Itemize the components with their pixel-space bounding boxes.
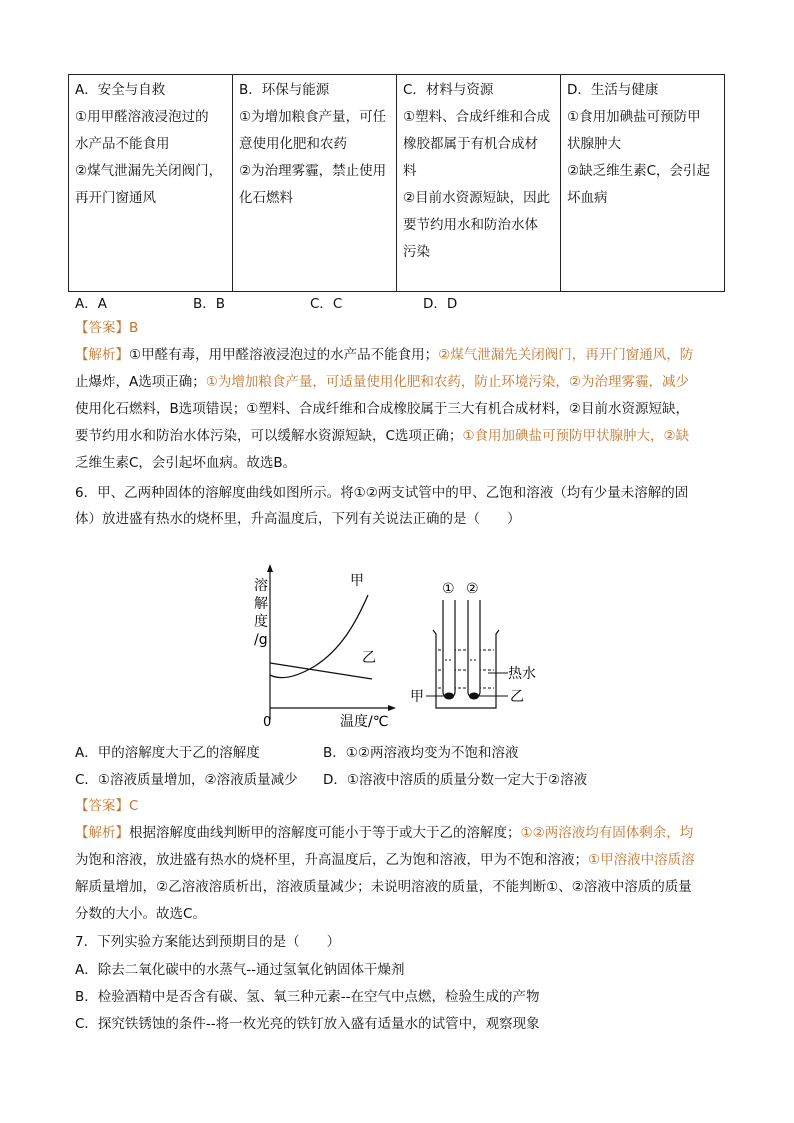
- origin-label: 0: [263, 715, 272, 730]
- q5-choice-b[interactable]: B．B: [193, 296, 226, 312]
- q7-option-c[interactable]: C．探究铁锈蚀的条件--将一枚光亮的铁钉放入盛有适量水的试管中，观察现象: [75, 1016, 540, 1032]
- q5-answer: 【答案】B: [75, 320, 139, 336]
- q6-analysis-line: 解质量增加，②乙溶液溶质析出，溶液质量减少；未说明溶液的质量，不能判断①、②溶液中溶质的质量: [75, 879, 692, 895]
- ylabel-char: 溶: [254, 578, 268, 594]
- q5-analysis-line: 止爆炸，A选项正确；①为增加粮食产量，可适量使用化肥和农药，防止环境污染，②为治理雾霾，减少: [75, 374, 689, 390]
- y-axis-arrow: [267, 564, 273, 572]
- tube1-label: ①: [442, 581, 455, 597]
- q6-choice-b[interactable]: B．①②两溶液均变为不饱和溶液: [323, 745, 519, 761]
- q5-cell-d: D．生活与健康 ①食用加碘盐可预防甲 状腺肿大 ②缺乏维生素C，会引起 坏血病: [561, 75, 725, 292]
- q5-cell-a: A．安全与自救 ①用甲醛溶液浸泡过的 水产品不能食用 ②煤气泄漏先关闭阀门， 再开门窗通风: [69, 75, 233, 292]
- q6-choice-d[interactable]: D．①溶液中溶质的质量分数一定大于②溶液: [323, 772, 588, 788]
- curve-yi: [270, 663, 372, 679]
- tube2-label: ②: [466, 581, 479, 597]
- q5-analysis-line: 要节约用水和防治水体污染，可以缓解水资源短缺，C选项正确；①食用加碘盐可预防甲状腺肿大，②缺: [75, 428, 690, 444]
- q5-choice-a[interactable]: A．A: [75, 296, 107, 312]
- q5-choice-c[interactable]: C．C: [310, 296, 343, 312]
- tube1-solid: [444, 693, 454, 700]
- q6-choice-c[interactable]: C．①溶液质量增加，②溶液质量减少: [75, 772, 298, 788]
- q7-stem: 7．下列实验方案能达到预期目的是（ ）: [75, 934, 341, 950]
- tube2-solid: [469, 693, 479, 700]
- q6-answer: 【答案】C: [75, 798, 139, 814]
- curve-yi-label: 乙: [362, 650, 376, 666]
- q5-cell-c: C．材料与资源 ①塑料、合成纤维和合成 橡胶都属于有机合成材 料 ②目前水资源短缺，因此 要节约用水和防治水体 污染: [397, 75, 561, 292]
- q5-analysis-line: 乏维生素C，会引起坏血病。故选B。: [75, 455, 297, 471]
- x-axis-arrow: [388, 705, 396, 711]
- q5-analysis-line: 【解析】①甲醛有毒，用甲醛溶液浸泡过的水产品不能食用；②煤气泄漏先关闭阀门，再开门窗通风，防: [75, 347, 694, 363]
- curve-jia-label: 甲: [350, 573, 364, 589]
- q7-option-b[interactable]: B．检验酒精中是否含有碳、氢、氧三种元素--在空气中点燃，检验生成的产物: [75, 989, 540, 1005]
- q5-choice-d[interactable]: D．D: [423, 296, 458, 312]
- q6-analysis-line: 【解析】根据溶解度曲线判断甲的溶解度可能小于等于或大于乙的溶解度；①②两溶液均有固体剩余，均: [75, 825, 694, 841]
- q5-analysis-line: 使用化石燃料，B选项错误；①塑料、合成纤维和合成橡胶属于三大有机合成材料，②目前水资源短缺，: [75, 401, 689, 417]
- q6-analysis-line: 分数的大小。故选C。: [75, 906, 206, 922]
- q7-option-a[interactable]: A．除去二氧化碳中的水蒸气--通过氢氧化钠固体干燥剂: [75, 962, 405, 978]
- yi-label: 乙: [510, 689, 524, 705]
- ylabel-char: 解: [254, 596, 268, 612]
- xlabel: 温度/℃: [340, 714, 389, 730]
- ylabel-char: /g: [254, 632, 268, 648]
- tube-1: [443, 600, 455, 698]
- q6-analysis-line: 为饱和溶液，放进盛有热水的烧杯里，升高温度后，乙为饱和溶液，甲为不饱和溶液；①甲溶液中溶质溶: [75, 852, 695, 868]
- q5-cell-b: B．环保与能源 ①为增加粮食产量，可任 意使用化肥和农药 ②为治理雾霾，禁止使用 化石燃料: [233, 75, 397, 292]
- q6-choice-a[interactable]: A．甲的溶解度大于乙的溶解度: [75, 745, 260, 761]
- tube-2: [468, 600, 480, 698]
- q6-stem-line: 6．甲、乙两种固体的溶解度曲线如图所示。将①②两支试管中的甲、乙饱和溶液（均有少量未溶解的固: [75, 485, 689, 501]
- q6-figure: [240, 560, 560, 735]
- hot-water-label: 热水: [508, 666, 536, 682]
- ylabel-char: 度: [254, 614, 268, 630]
- jia-label: 甲: [410, 689, 424, 705]
- q6-stem-line: 体）放进盛有热水的烧杯里，升高温度后，下列有关说法正确的是（ ）: [75, 511, 521, 527]
- q5-option-table: [68, 74, 725, 292]
